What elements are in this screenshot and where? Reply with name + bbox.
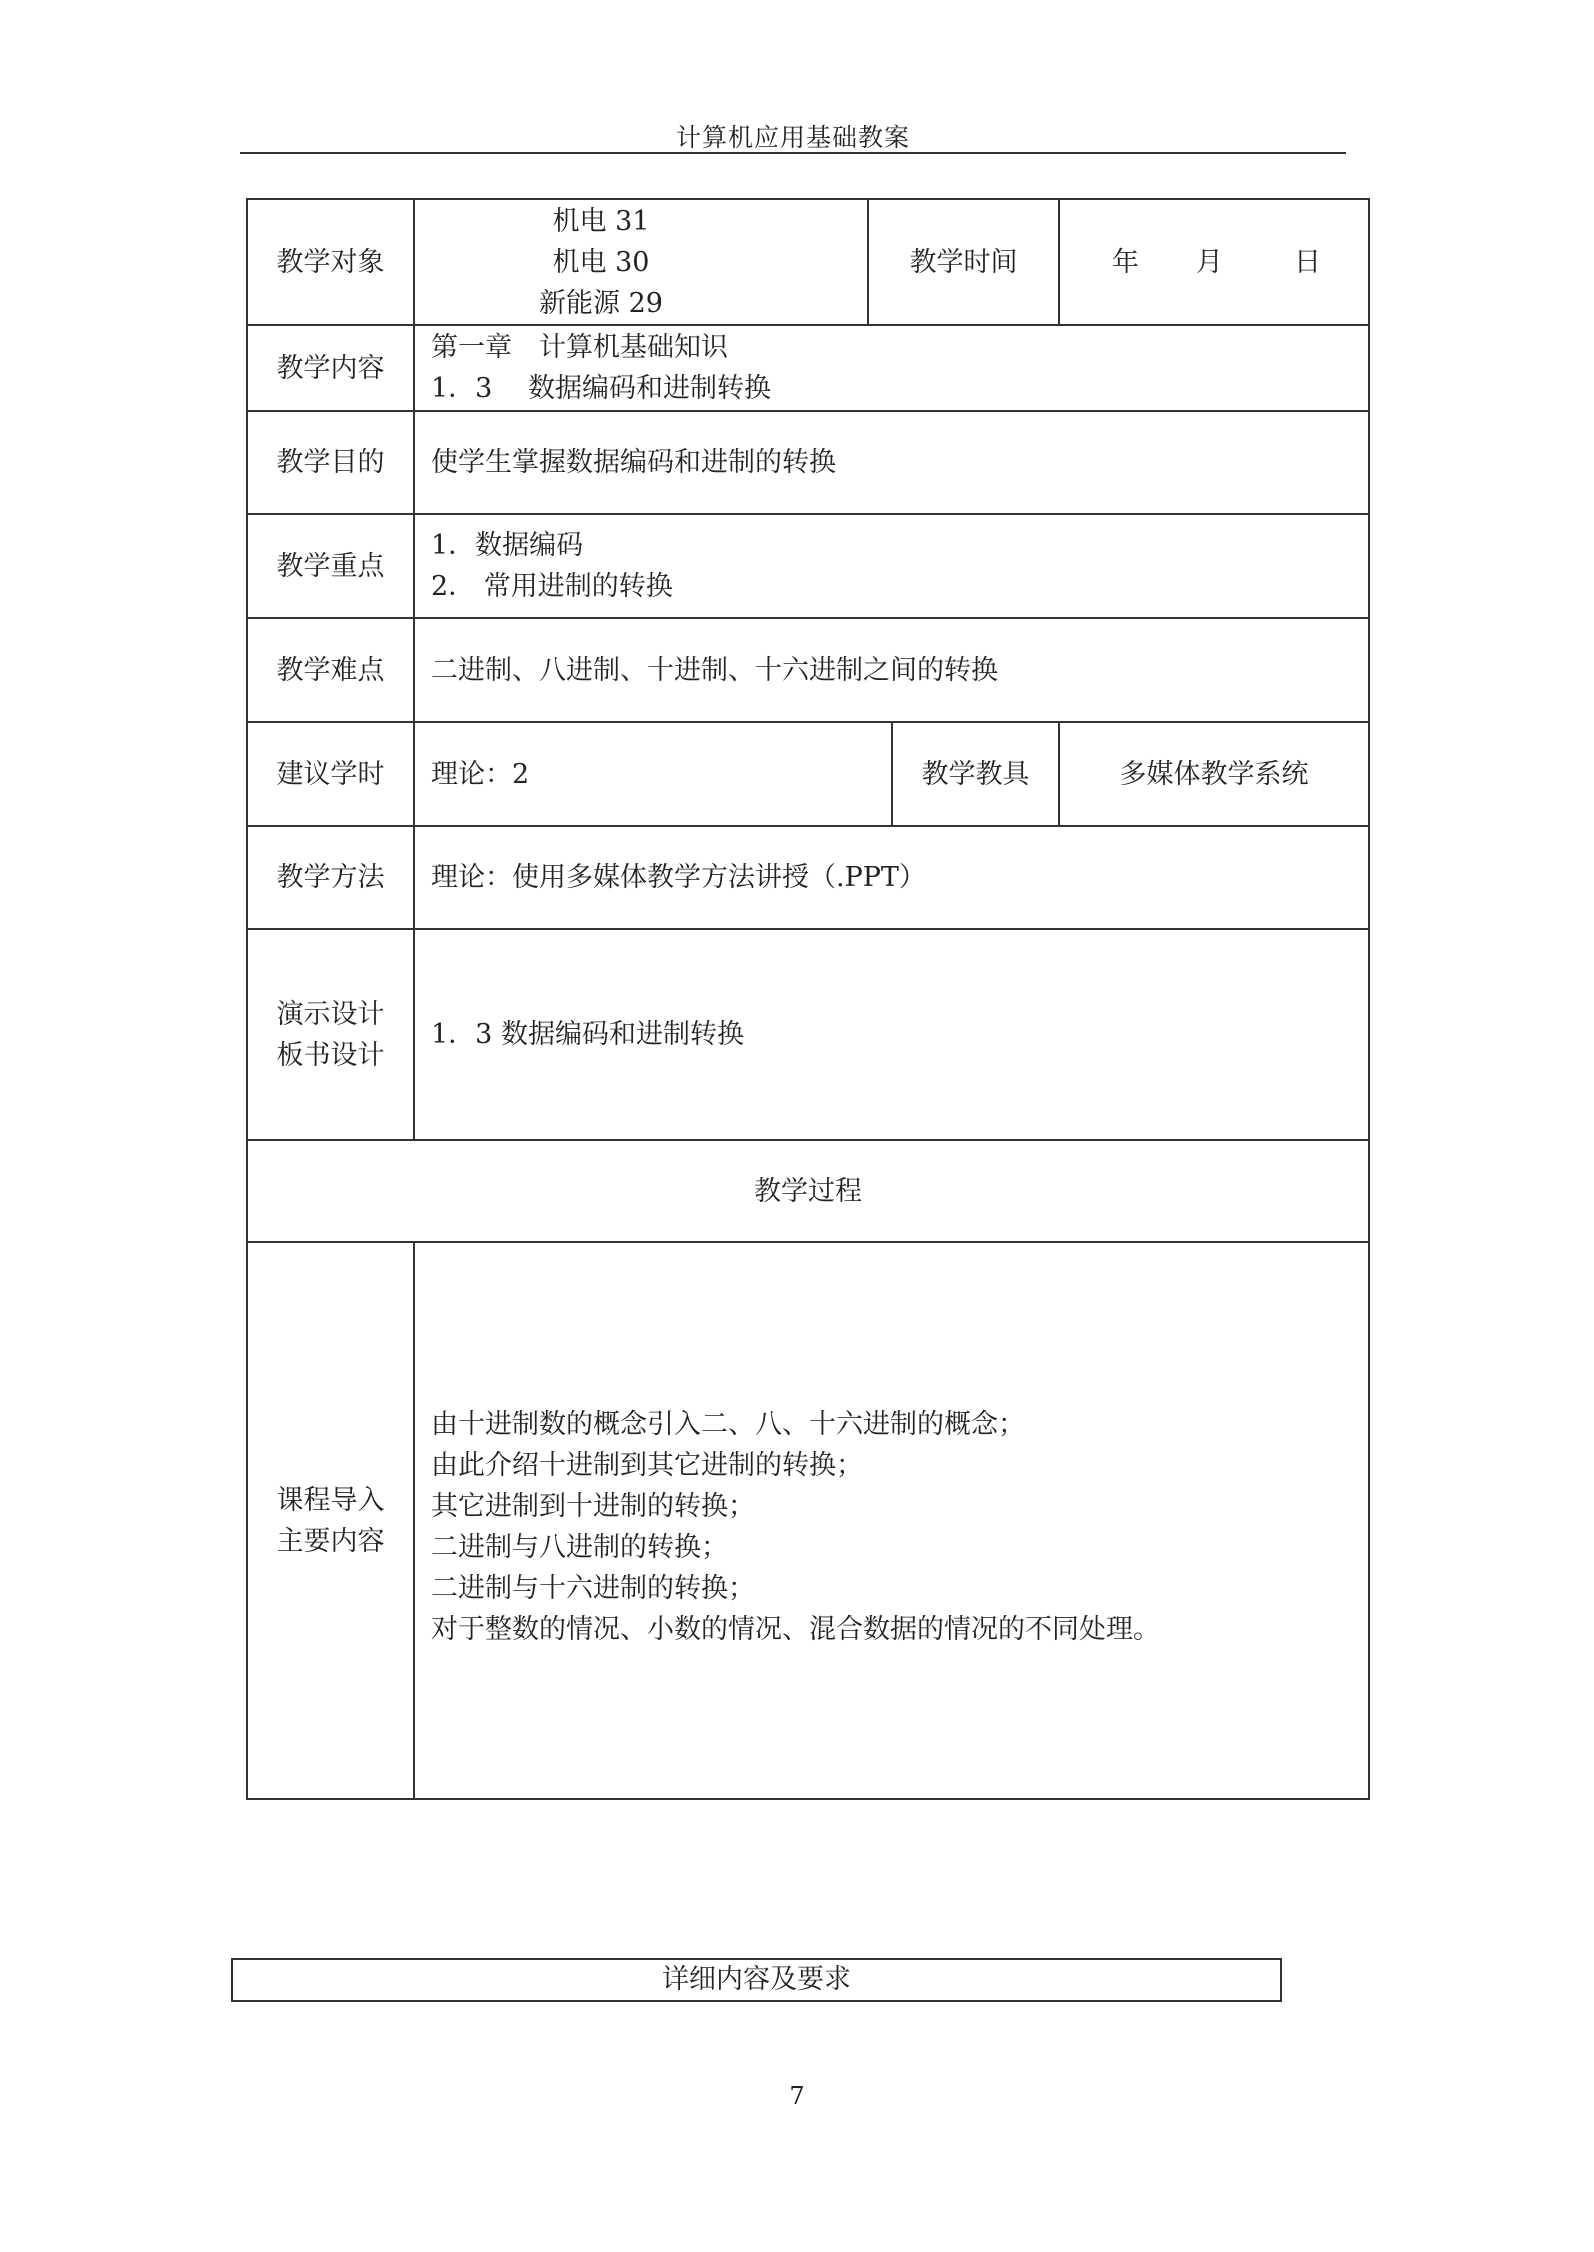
page-header-title: 计算机应用基础教案 [675,123,910,152]
tools-value: 多媒体教学系统 [1059,722,1369,826]
difficulty-label: 教学难点 [247,618,414,722]
intro-line-3: 其它进制到十进制的转换； [431,1490,755,1522]
intro-content [414,1242,1369,1799]
target-class-3: 新能源 29 [539,287,663,319]
time-label: 教学时间 [868,199,1059,325]
row-board [247,929,1369,1140]
intro-label-line-1: 课程导入 [276,1484,385,1516]
key-point-1: 1．数据编码 [431,530,584,561]
intro-line-5: 二进制与十六进制的转换； [431,1572,755,1604]
intro-label [247,1242,414,1799]
key-point-2: 2． 常用进制的转换 [431,571,673,602]
row-method [247,826,1369,929]
goal-value: 使学生掌握数据编码和进制的转换 [414,411,1369,514]
key-points-value [414,514,1369,618]
row-intro [247,1242,1369,1799]
target-class-1: 机电 31 [552,205,650,237]
board-label [247,929,414,1140]
target-label: 教学对象 [247,199,414,325]
process-heading: 教学过程 [247,1140,1369,1242]
hours-label: 建议学时 [247,722,414,826]
time-month: 月 [1196,246,1223,278]
content-chapter: 第一章 计算机基础知识 [431,332,728,363]
content-section: 1．3 数据编码和进制转换 [431,373,771,404]
tools-label: 教学教具 [892,722,1059,826]
time-value [1059,199,1369,325]
difficulty-value: 二进制、八进制、十进制、十六进制之间的转换 [414,618,1369,722]
method-value: 理论：使用多媒体教学方法讲授（.PPT） [414,826,1369,929]
time-day: 日 [1294,246,1321,278]
row-content [247,325,1369,411]
key-points-label: 教学重点 [247,514,414,618]
row-key-points [247,514,1369,618]
time-year: 年 [1112,246,1139,278]
hours-value: 理论：2 [414,722,892,826]
target-value [414,199,868,325]
row-difficulty [247,618,1369,722]
board-label-line-1: 演示设计 [276,998,385,1030]
board-value: 1．3 数据编码和进制转换 [414,929,1369,1140]
intro-label-line-2: 主要内容 [276,1525,385,1557]
intro-line-6: 对于整数的情况、小数的情况、混合数据的情况的不同处理。 [431,1613,1160,1645]
row-target [247,199,1369,325]
header-divider [240,152,1346,154]
detail-box: 详细内容及要求 [231,1958,1282,2002]
content-value [414,325,1369,411]
content-label: 教学内容 [247,325,414,411]
intro-line-2: 由此介绍十进制到其它进制的转换； [431,1449,863,1481]
intro-line-1: 由十进制数的概念引入二、八、十六进制的概念； [431,1408,1025,1440]
row-hours [247,722,1369,826]
method-label: 教学方法 [247,826,414,929]
row-goal [247,411,1369,514]
page-number: 7 [789,2082,805,2110]
target-class-2: 机电 30 [552,246,650,278]
board-label-line-2: 板书设计 [276,1039,385,1071]
goal-label: 教学目的 [247,411,414,514]
lesson-plan-table [246,198,1370,1800]
intro-line-4: 二进制与八进制的转换； [431,1531,728,1563]
row-process [247,1140,1369,1242]
